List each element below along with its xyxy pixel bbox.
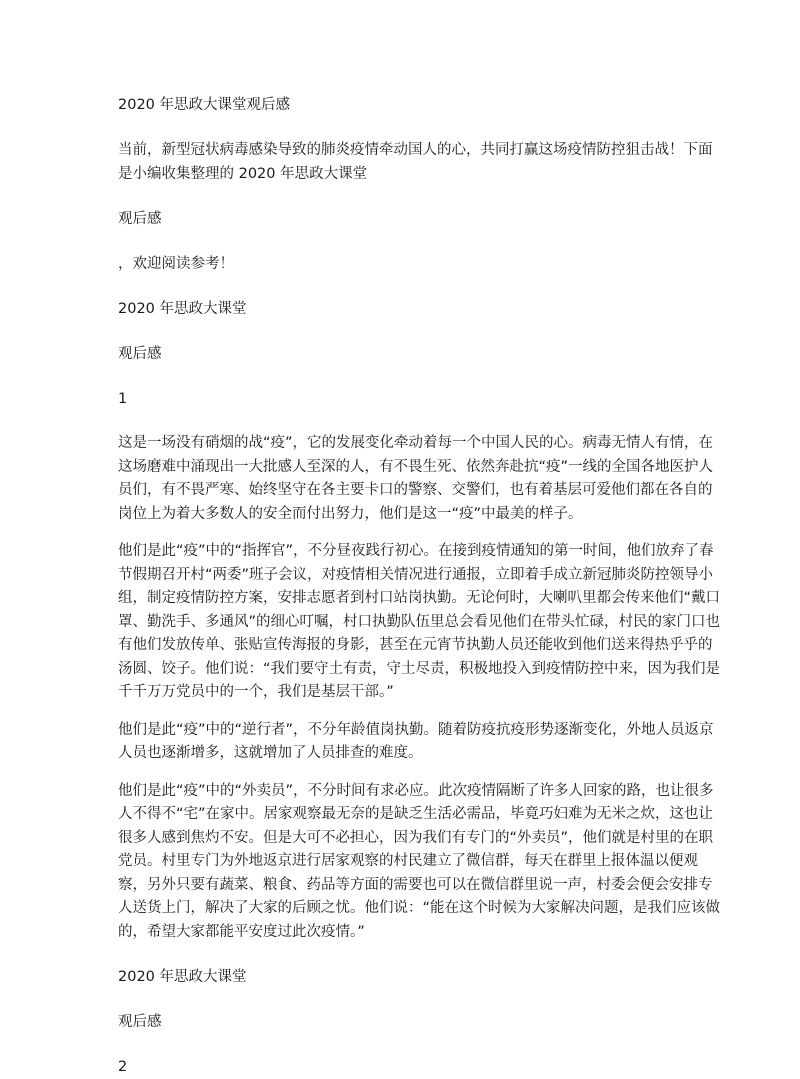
section-heading: 2020 年思政大课堂	[118, 969, 247, 985]
section-heading: 观后感	[118, 346, 162, 362]
body-paragraph: 他们是此“疫”中的“指挥官”，不分昼夜践行初心。在接到疫情通知的第一时间，他们放弃了春节假期召开村“两委”班子会议，对疫情相关情况进行通报，立即着手成立新冠肺炎防控领导小组，制定疫情防控方案，安排志愿者到村口站岗执勤。无论何时，大喇叭里都会传来他们“戴口罩、勤洗手、多通风”的细心叮嘱，村口执勤队伍里总会看见他们在带头忙碌，村民的家门口也有他们发放传单、张贴宣传海报的身影，甚至在元宵节执勤人员还能收到他们送来得热乎乎的汤圆、饺子。他们说：“我们要守土有责，守土尽责，积极地投入到疫情防控中来，因为我们是千千万万党员中的一个，我们是基层干部。”	[118, 543, 721, 700]
section-heading: 观后感	[118, 1014, 162, 1030]
body-paragraph: 他们是此“疫”中的“逆行者”，不分年龄值岗执勤。随着防疫抗疫形势逐渐变化，外地人员返京人员也逐渐增多，这就增加了人员排查的难度。	[118, 721, 714, 761]
section-number: 1	[118, 391, 128, 407]
section-heading: 2020 年思政大课堂	[118, 301, 247, 317]
body-paragraph: 他们是此“疫”中的“外卖员”，不分时间有求必应。此次疫情隔断了许多人回家的路，也让很多人不得不“宅”在家中。居家观察最无奈的是缺乏生活必需品，毕竟巧妇难为无米之炊，这也让很多人感到焦灼不安。但是大可不必担心，因为我们有专门的“外卖员”，他们就是村里的在职党员。村里专门为外地返京进行居家观察的村民建立了微信群，每天在群里上报体温以便观察，另外只要有蔬菜、粮食、药品等方面的需要也可以在微信群里说一声，村委会便会安排专人送货上门，解决了大家的后顾之忧。他们说：“能在这个时候为大家解决问题，是我们应该做的，希望大家都能平安度过此次疫情。”	[118, 782, 721, 940]
intro-paragraph: 当前，新型冠状病毒感染导致的肺炎疫情牵动国人的心，共同打赢这场疫情防控狙击战！下面是小编收集整理的 2020 年思政大课堂	[118, 142, 713, 182]
document-title: 2020 年思政大课堂观后感	[118, 97, 291, 113]
text-line: ，欢迎阅读参考！	[118, 256, 234, 272]
section-number: 2	[118, 1059, 128, 1075]
body-paragraph: 这是一场没有硝烟的战“疫”，它的发展变化牵动着每一个中国人民的心。病毒无情人有情，在这场磨难中涌现出一大批感人至深的人，有不畏生死、依然奔赴抗“疫”一线的全国各地医护人员们，有不畏严寒、始终坚守在各主要卡口的警察、交警们，也有着基层可爱他们都在各自的岗位上为着大多数人的安全而付出努力，他们是这一“疫”中最美的样子。	[118, 435, 714, 522]
text-line: 观后感	[118, 211, 162, 227]
